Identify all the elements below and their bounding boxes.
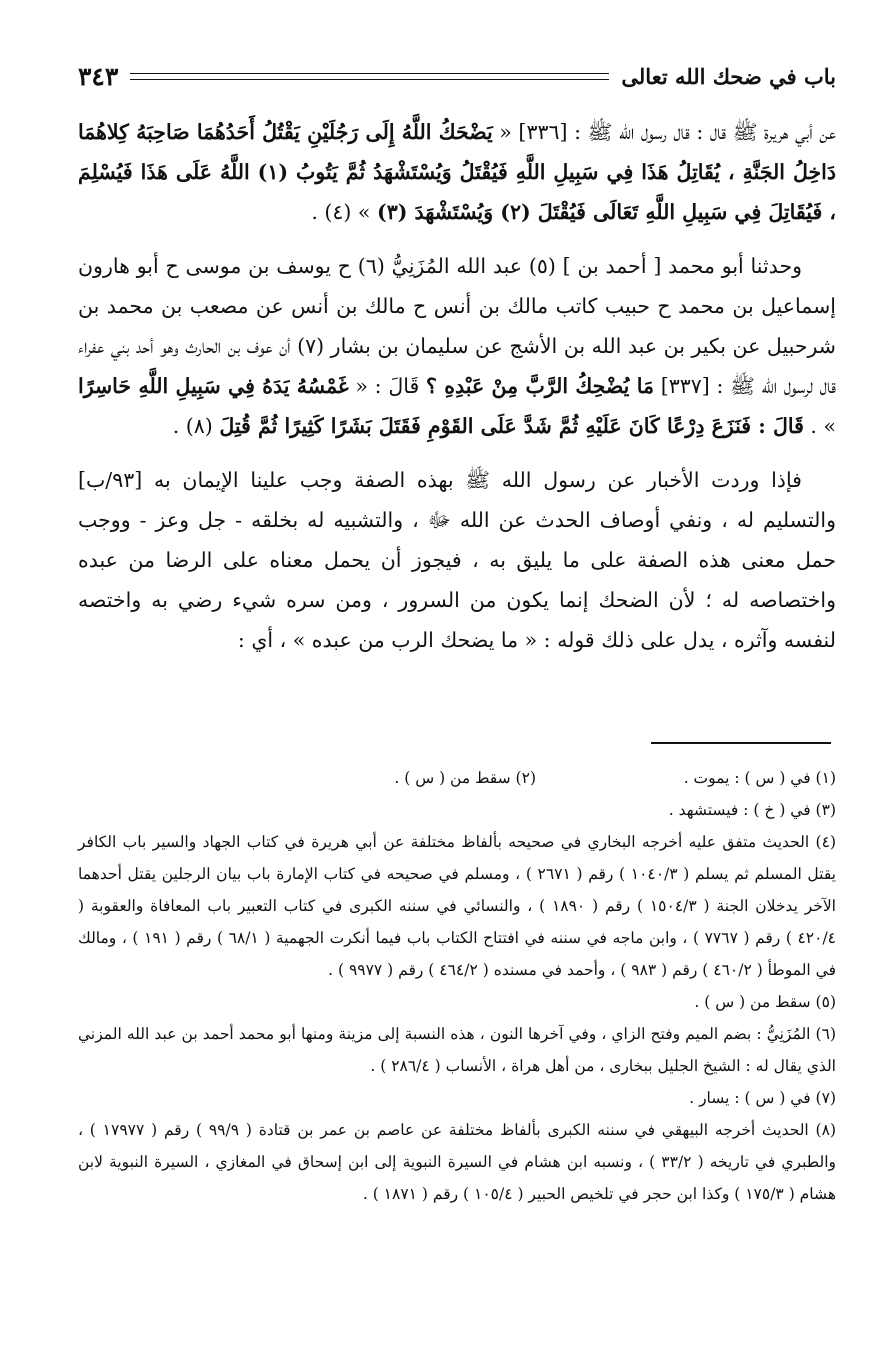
footnote-1: (١) في ( س ) : يموت . [683,769,836,787]
hadith-quote: غَمْسُهُ يَدَهُ فِي سَبِيلِ اللَّهِ حَاسِرًا [78,374,349,398]
footnote-7: (٧) في ( س ) : يسار . [689,1089,836,1107]
footnote-4: (٤) الحديث متفق عليه أخرجه البخاري في صحيحه بألفاظ مختلفة عن أبي هريرة في كتاب الجهاد والسير باب الكافر يقتل المسلم ثم يسلم ( ١٠٤٠/٣ ) رقم ( ٢٦٧١ ) ، ومسلم في صحيحه في كتاب الإمارة باب بيان الرجلين يقتل أحدهما الآخر يدخلان الجنة ( ١٥٠٤/٣ ) رقم ( ١٨٩٠ ) ، والنسائي في سننه الكبرى في كتاب التعبير باب المعافاة والعقوبة ( ٤٢٠/٤ ) رقم ( ٧٧٦٧ ) ، وابن ماجه في سننه في افتتاح الكتاب باب فيما أنكرت الجهمية ( ٦٨/١ ) رقم ( ١٩١ ) ، ومالك في الموطأ ( ٤٦٠/٢ ) رقم ( ٩٨٣ ) ، وأحمد في مسنده ( ٤٦٤/٢ ) رقم ( ٩٩٧٧ ) . [78,833,836,979]
footnote-2: (٢) سقط من ( س ) . [394,769,536,787]
header-rule [130,73,609,80]
footnote-divider [651,742,831,744]
text-run: (٨) . [172,414,220,438]
main-text [78,112,836,674]
hadith-quote: قَالَ : فَنَزَعَ دِرْعًا كَانَ عَلَيْهِ ثُمَّ شَدَّ عَلَى القَوْمِ فَقَتَلَ بَشَرًا كَثِيرًا ثُمَّ قُتِلَ [219,414,804,438]
paragraph-commentary: فإذا وردت الأخبار عن رسول الله ﷺ بهذه الصفة وجب علينا الإيمان به [٩٣/ب] والتسليم له ، ونفي أوصاف الحدث عن الله ﷻ ، والتشبيه له بخلقه - جل وعز - ووجب حمل معنى هذه الصفة على ما يليق به ، فيجوز أن يحمل معناه على الرضا من عبده واختصاصه له ؛ لأن الضحك إنما يكون من السرور ، ومن سره شيء رضي به واختصه لنفسه وآثره ، يدل على ذلك قوله : « ما يضحك الرب من عبده » ، أي : [78,468,836,652]
text-run: عن أبي هريرة ﷺ قال : قال رسول الله ﷺ : [٣٣٦] « [492,120,836,144]
footnotes [78,762,836,1210]
text-run: » . [803,414,836,438]
page-number: ٣٤٣ [78,61,119,91]
paragraph-hadith-336 [78,112,836,232]
footnote-5: (٥) سقط من ( س ) . [694,993,836,1011]
text-run: وحدثنا أبو محمد [ أحمد بن ] (٥) عبد الله المُزَنِيُّ (٦) ح يوسف بن موسى ح أبو هارون إسماعيل بن محمد ح حبيب كاتب مالك بن أنس ح مالك بن أنس عن مصعب بن محمد بن شرحبيل عن بكير بن عبد الله بن الأشج عن سليمان بن بشار (٧) أن عوف بن الحارث وهو أحد بني عفراء قال لرسول الله ﷺ : [٣٣٧] [78,254,837,398]
hadith-quote: مَا يُضْحِكُ الرَّبَّ مِنْ عَبْدِهِ ؟ [426,374,654,398]
text-run: » (٤) . [311,200,377,224]
footnote-pair [78,762,836,794]
chapter-title: باب في ضحك الله تعالى [621,63,836,89]
hadith-quote: يَضْحَكُ اللَّهُ إِلَى رَجُلَيْنِ يَقْتُلُ أَحَدُهُمَا صَاحِبَهُ كِلاهُمَا دَاخِلُ الجَنَّةِ ، يُقَاتِلُ هَذَا فِي سَبِيلِ اللَّهِ فَيُقْتَلُ وَيُسْتَشْهَدُ ثُمَّ يَتُوبُ (١) اللَّهُ عَلَى هَذَا فَيُسْلِمَ ، فَيُقَاتِلَ فِي سَبِيلِ اللَّهِ تَعَالَى فَيُقْتَلَ (٢) وَيُسْتَشْهَدَ (٣) [78,120,836,224]
footnote-6: (٦) المُزَنِيُّ : بضم الميم وفتح الزاي ، وفي آخرها النون ، هذه النسبة إلى مزينة ومنها أبو محمد أحمد بن عبد الله المزني الذي يقال له : الشيخ الجليل ببخارى ، من أهل هراة ، الأنساب ( ٢٨٦/٤ ) . [78,1025,836,1075]
paragraph-hadith-337 [78,246,836,446]
footnote-3: (٣) في ( خ ) : فيستشهد . [668,801,836,819]
text-run: قَالَ : « [348,374,427,398]
footnote-8: (٨) الحديث أخرجه البيهقي في سننه الكبرى بألفاظ مختلفة عن عاصم بن عمر بن قتادة ( ٩٩/٩ ) رقم ( ١٧٩٧٧ ) ، والطبري في تاريخه ( ٣٣/٢ ) ، ونسبه ابن هشام في السيرة النبوية إلى ابن إسحاق في المغازي ، السيرة النبوية لابن هشام ( ١٧٥/٣ ) وكذا ابن حجر في تلخيص الحبير ( ١٠٥/٤ ) رقم ( ١٨٧١ ) . [78,1121,836,1203]
running-header [78,56,836,96]
